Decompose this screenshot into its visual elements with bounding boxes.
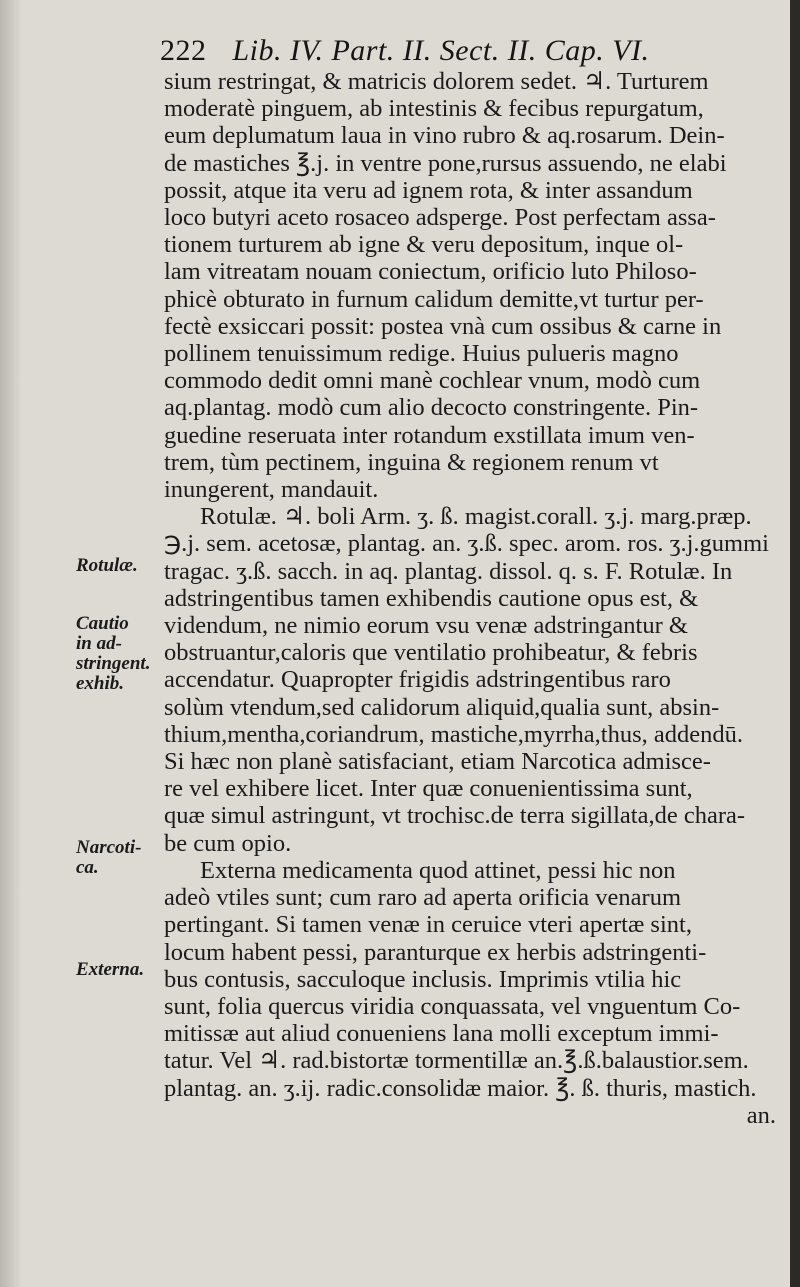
page-header	[160, 34, 760, 68]
text-line: Externa medicamenta quod attinet, pessi hic non	[200, 856, 676, 884]
running-title: Lib. IV. Part. II. Sect. II. Cap. VI.	[232, 34, 650, 67]
text-line: quæ simul astringunt, vt trochisc.de terra sigillata,de chara-	[164, 802, 746, 830]
text-line: be cum opio.	[164, 829, 292, 857]
body-text	[164, 68, 776, 1129]
text-line: phicè obturato in furnum calidum demitte,vt turtur per-	[164, 285, 704, 313]
text-line: guedine reseruata inter rotandum exstillata imum ven-	[164, 421, 695, 449]
margin-note-narcotica: Narcoti- ca.	[76, 837, 142, 878]
text-line: ℈.j. sem. acetosæ, plantag. an. ʒ.ß. spec. arom. ros. ʒ.j.gummi	[164, 530, 769, 558]
text-line: tragac. ʒ.ß. sacch. in aq. plantag. dissol. q. s. F. Rotulæ. In	[164, 557, 733, 585]
text-line: possit, atque ita veru ad ignem rota, & inter assandum	[164, 176, 693, 204]
text-line: obstruantur,caloris que ventilatio prohibeatur, & febris	[164, 639, 698, 667]
text-line: pollinem tenuissimum redige. Huius pulueris magno	[164, 340, 679, 368]
text-line: adstringentibus tamen exhibendis cautione opus est, &	[164, 584, 699, 612]
text-line: an.	[746, 1101, 776, 1129]
text-line: moderatè pinguem, ab intestinis & fecibus repurgatum,	[164, 95, 704, 123]
text-line: solùm vtendum,sed calidorum aliquid,qualia sunt, absin-	[164, 693, 720, 721]
text-line: fectè exsiccari possit: postea vnà cum ossibus & carne in	[164, 312, 722, 340]
text-line: tatur. Vel ♃. rad.bistortæ tormentillæ an.℥.ß.balaustior.sem.	[164, 1047, 749, 1075]
text-line: bus contusis, sacculoque inclusis. Imprimis vtilia hic	[164, 965, 682, 993]
text-line: aq.plantag. modò cum alio decocto constringente. Pin-	[164, 394, 699, 422]
text-line: accendatur. Quapropter frigidis adstringentibus raro	[164, 666, 671, 694]
text-line: commodo dedit omni manè cochlear vnum, modò cum	[164, 367, 701, 395]
text-line: adeò vtiles sunt; cum raro ad aperta orificia venarum	[164, 884, 682, 912]
text-line: re vel exhibere licet. Inter quæ conuenientissima sunt,	[164, 775, 693, 803]
text-line: pertingant. Si tamen venæ in ceruice vteri apertæ sint,	[164, 911, 692, 939]
text-line: thium,mentha,coriandrum, mastiche,myrrha,thus, addendū.	[164, 720, 744, 748]
text-line: eum deplumatum laua in vino rubro & aq.rosarum. Dein-	[164, 122, 725, 150]
margin-note-cautio: Cautio in ad- stringent. exhib.	[76, 613, 151, 694]
text-line: Rotulæ. ♃. boli Arm. ʒ. ß. magist.corall. ʒ.j. marg.præp.	[200, 503, 752, 531]
margin-note-externa: Externa.	[76, 959, 145, 980]
text-line: sium restringat, & matricis dolorem sedet. ♃. Turturem	[164, 68, 709, 95]
text-line: trem, tùm pectinem, inguina & regionem renum vt	[164, 448, 659, 476]
margin-note-rotulae: Rotulæ.	[76, 555, 138, 576]
text-line: tionem turturem ab igne & veru depositum, inque ol-	[164, 231, 684, 259]
text-line: plantag. an. ʒ.ij. radic.consolidæ maior. ℥. ß. thuris, mastich.	[164, 1074, 757, 1102]
text-line: sunt, folia quercus viridia conquassata, vel vnguentum Co-	[164, 992, 741, 1020]
text-line: videndum, ne nimio eorum vsu venæ adstringantur &	[164, 612, 688, 640]
text-line: inungerent, mandauit.	[164, 476, 379, 504]
page-number: 222	[160, 34, 207, 67]
text-line: Si hæc non planè satisfaciant, etiam Narcotica admisce-	[164, 748, 711, 776]
text-line: de mastiches ℥.j. in ventre pone,rursus assuendo, ne elabi	[164, 149, 727, 177]
text-line: lam vitreatam nouam coniectum, orificio luto Philoso-	[164, 258, 697, 286]
text-line: mitissæ aut aliud conueniens lana molli exceptum immi-	[164, 1020, 719, 1048]
text-line: loco butyri aceto rosaceo adsperge. Post perfectam assa-	[164, 204, 716, 232]
text-line: locum habent pessi, paranturque ex herbis adstringenti-	[164, 938, 707, 966]
